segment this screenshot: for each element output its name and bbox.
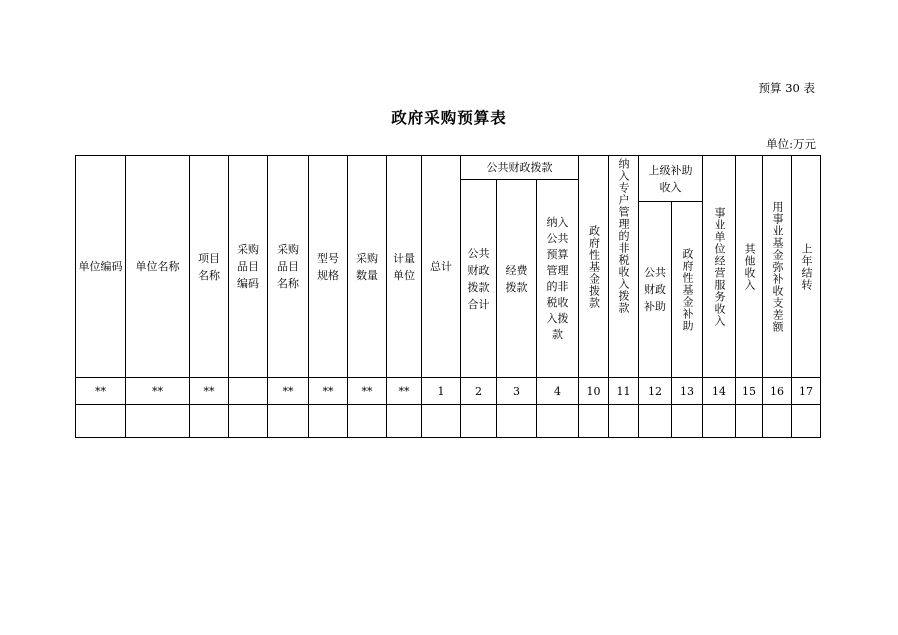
header-public-fiscal-total: 公共 财政 拨款 合计	[467, 246, 490, 311]
code-cell: **	[398, 384, 410, 398]
data-cell	[609, 405, 638, 437]
group-header-higher-subsidy: 上级补助收入	[648, 163, 693, 194]
table-border-bottom	[75, 437, 821, 438]
code-cell: 15	[742, 384, 756, 398]
data-cell	[792, 405, 820, 437]
header-unit-code: 单位编码	[78, 260, 123, 273]
form-number: 预算 30 表	[758, 81, 815, 95]
header-carry-over: 上年结转	[800, 242, 813, 291]
group-header-public-fiscal: 公共财政拨款	[486, 161, 553, 174]
header-public-fiscal-subsidy: 公共 财政 补助	[644, 266, 666, 313]
code-cell: **	[322, 384, 334, 398]
code-cell: 17	[799, 384, 813, 398]
data-cell	[348, 405, 386, 437]
code-cell: 1	[437, 384, 445, 398]
code-cell: 13	[680, 384, 694, 398]
code-cell: **	[282, 384, 294, 398]
header-fund-makeup: 用事业基金弥补收支差额	[771, 200, 784, 333]
code-cell: **	[152, 384, 163, 398]
header-gov-fund-alloc: 政府性基金拨款	[587, 224, 601, 309]
code-cell: 14	[712, 384, 726, 398]
page-title: 政府采购预算表	[391, 108, 507, 127]
header-model-spec: 型号 规格	[317, 251, 339, 282]
header-other-income: 其他收入	[743, 242, 756, 291]
data-cell	[736, 405, 762, 437]
code-cell: 11	[616, 384, 631, 398]
header-business-income: 事业单位经营服务收入	[713, 206, 726, 327]
header-purchase-item-code: 采购 品目 编码	[237, 243, 259, 290]
col-line	[820, 155, 821, 438]
data-cell	[639, 405, 671, 437]
header-measure-unit: 计量 单位	[393, 251, 415, 282]
code-cell: 4	[554, 384, 561, 398]
code-cell: **	[361, 384, 373, 398]
header-purchase-item-name: 采购 品目 名称	[277, 243, 299, 290]
data-cell	[190, 405, 228, 437]
data-cell	[268, 405, 308, 437]
data-cell	[422, 405, 460, 437]
header-total: 总计	[430, 260, 452, 273]
header-nontax-alloc: 纳入 公共 预算 管理 的非 税收 入拨 款	[546, 215, 569, 341]
code-cell: 16	[770, 384, 784, 398]
header-gov-fund-subsidy: 政府性基金补助	[681, 247, 694, 332]
unit-label: 单位:万元	[766, 137, 816, 151]
header-project-name: 项目 名称	[198, 251, 220, 282]
header-unit-name: 单位名称	[135, 260, 180, 273]
data-cell	[703, 405, 735, 437]
data-cell	[537, 405, 578, 437]
header-special-account-nontax: 纳入专户管理的非税收入拨款	[617, 158, 630, 314]
code-cell: 2	[475, 384, 482, 398]
data-cell	[309, 405, 347, 437]
code-cell: 10	[586, 384, 601, 398]
code-cell: 12	[648, 384, 662, 398]
data-cell	[763, 405, 791, 437]
header-expense-alloc: 经费 拨款	[505, 263, 528, 294]
data-cell	[579, 405, 608, 437]
code-cell	[229, 378, 267, 404]
data-cell	[387, 405, 421, 437]
header-purchase-qty: 采购 数量	[356, 251, 378, 282]
code-cell: 3	[513, 384, 520, 398]
budget-table	[75, 155, 821, 438]
data-cell	[672, 405, 702, 437]
code-cell: **	[203, 384, 215, 398]
code-cell: **	[95, 384, 106, 398]
data-cell	[229, 405, 267, 437]
data-cell	[76, 405, 125, 437]
data-cell	[461, 405, 496, 437]
data-cell	[126, 405, 189, 437]
data-cell	[497, 405, 536, 437]
